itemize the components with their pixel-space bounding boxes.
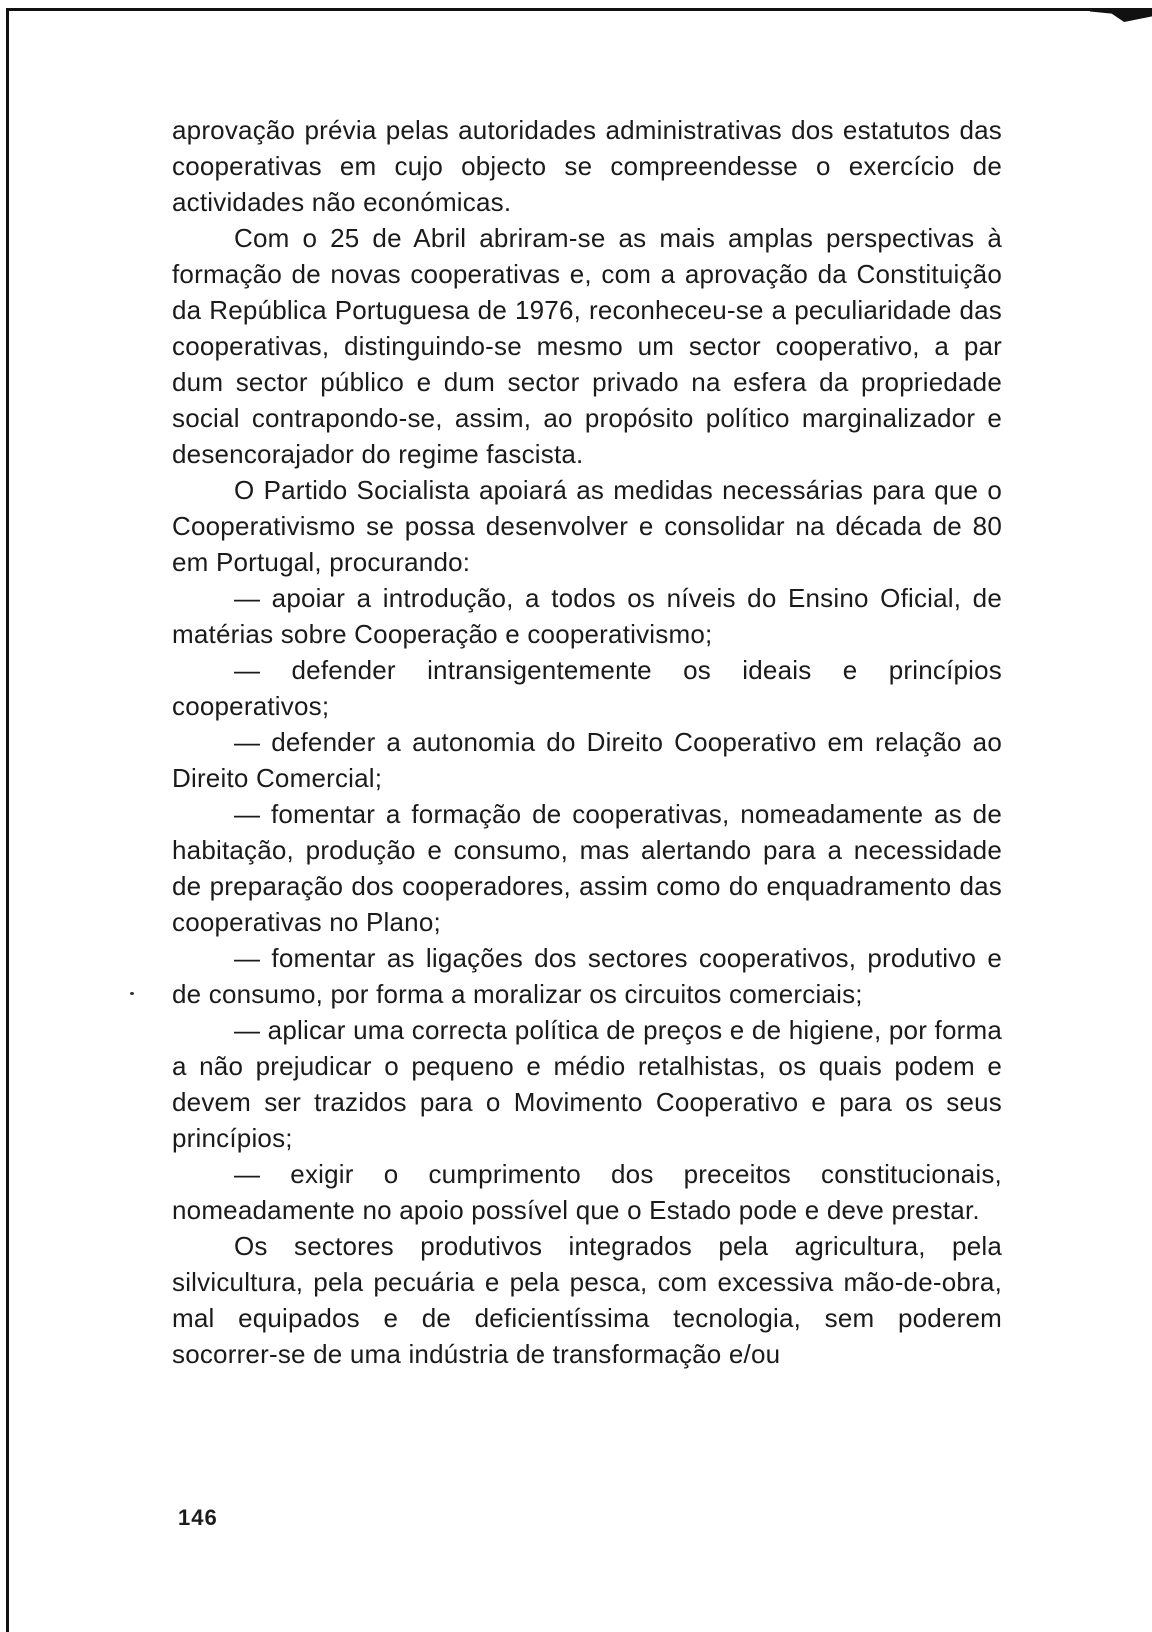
scan-border-top <box>6 8 1114 11</box>
scan-speck <box>130 992 134 995</box>
page-body <box>172 112 1002 1372</box>
scan-corner-mark <box>1090 8 1152 22</box>
page-number: 146 <box>178 1505 218 1530</box>
paragraph: O Partido Socialista apoiará as medidas necessárias para que o Cooperativismo se possa desenvolver e consolidar na década de 80 em Portugal, procurando: <box>172 475 1002 577</box>
paragraph: Os sectores produtivos integrados pela agricultura, pela silvicultura, pela pecuária e pela pesca, com excessiva mão-de-obra, mal equipados e de deficientíssima tecnologia, sem poderem socorrer-se de uma indústria de transformação e/ou <box>172 1231 1002 1369</box>
list-item: — apoiar a introdução, a todos os níveis do Ensino Oficial, de matérias sobre Cooperação e cooperativismo; <box>172 583 1002 649</box>
paragraph: Com o 25 de Abril abriram-se as mais amplas perspectivas à formação de novas cooperativas e, com a aprovação da Constituição da República Portuguesa de 1976, reconheceu-se a peculiaridade das cooperativas, distinguindo-se mesmo um sector cooperativo, a par dum sector público e dum sector privado na esfera da propriedade social contrapondo-se, assim, ao propósito político marginalizador e desencorajador do regime fascista. <box>172 223 1002 469</box>
list-item: — fomentar a formação de cooperativas, nomeadamente as de habitação, produção e consumo, mas alertando para a necessidade de preparação dos cooperadores, assim como do enquadramento das cooperativas no Plano; <box>172 799 1002 937</box>
list-item: — defender a autonomia do Direito Cooperativo em relação ao Direito Comercial; <box>172 727 1002 793</box>
list-item: — fomentar as ligações dos sectores cooperativos, produtivo e de consumo, por forma a moralizar os circuitos comerciais; <box>172 943 1002 1009</box>
scan-border-left <box>6 8 9 1632</box>
list-item: — defender intransigentemente os ideais e princípios cooperativos; <box>172 655 1002 721</box>
list-item: — exigir o cumprimento dos preceitos constitucionais, nomeadamente no apoio possível que o Estado pode e deve prestar. <box>172 1159 1002 1225</box>
paragraph-continuation: aprovação prévia pelas autoridades administrativas dos estatutos das cooperativas em cujo objecto se compreendesse o exercício de actividades não económicas. <box>172 115 1002 217</box>
list-item: — aplicar uma correcta política de preços e de higiene, por forma a não prejudicar o pequeno e médio retalhistas, os quais podem e devem ser trazidos para o Movimento Cooperativo e para os seus princípios; <box>172 1015 1002 1153</box>
